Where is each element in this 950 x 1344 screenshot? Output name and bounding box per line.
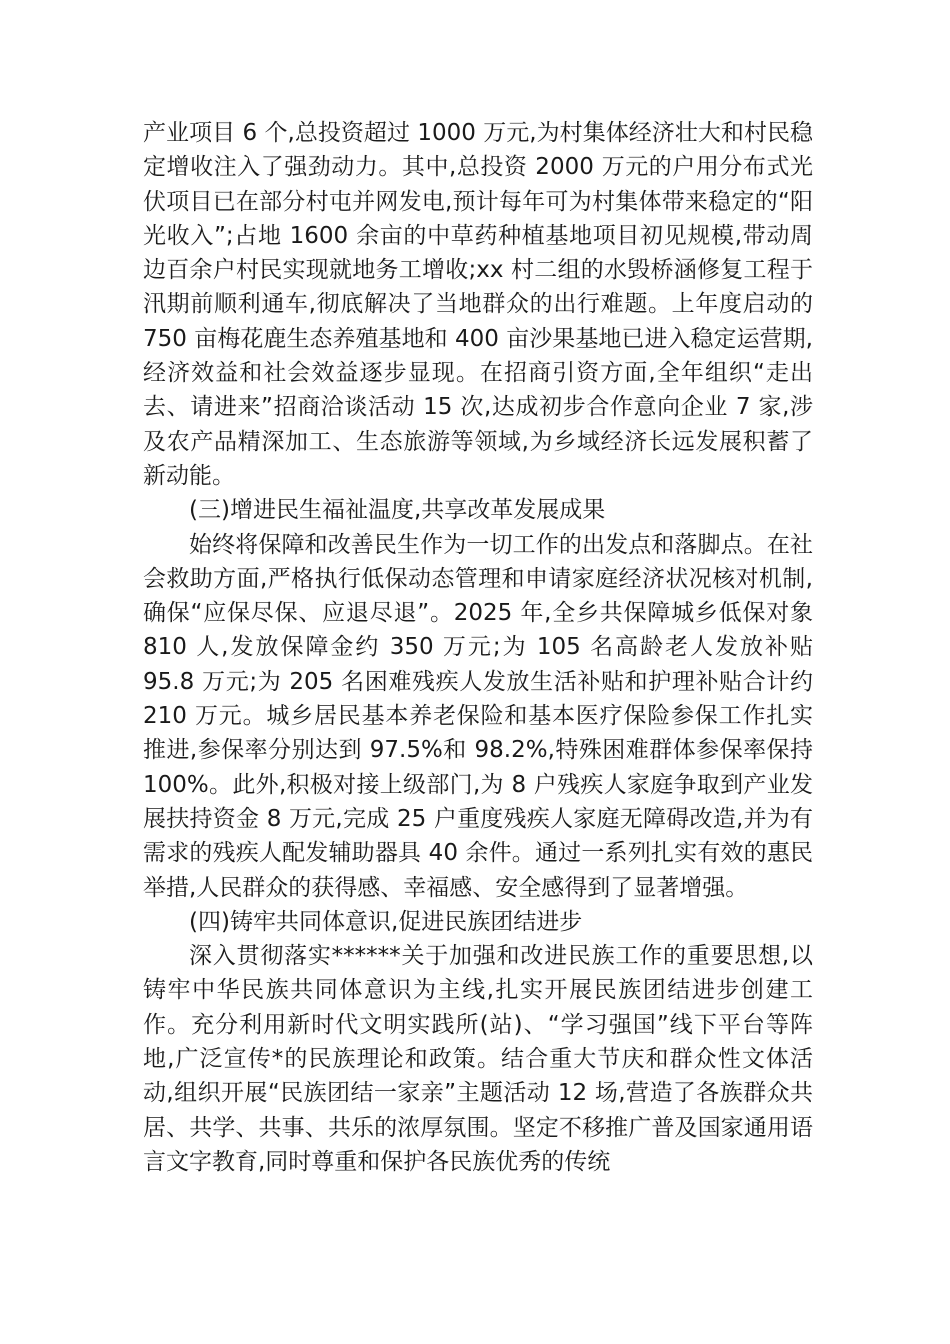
document-body [143,116,813,1179]
paragraph-economy-continued: 产业项目 6 个,总投资超过 1000 万元,为村集体经济壮大和村民稳定增收注入了强劲动力。其中,总投资 2000 万元的户用分布式光伏项目已在部分村屯并网发电,预计每年可为村集体带来稳定的“阳光收入”;占地 1600 余亩的中草药种植基地项目初见规模,带动周边百余户村民实现就地务工增收;xx 村二组的水毁桥涵修复工程于汛期前顺利通车,彻底解决了当地群众的出行难题。上年度启动的 750 亩梅花鹿生态养殖基地和 400 亩沙果基地已进入稳定运营期,经济效益和社会效益逐步显现。在招商引资方面,全年组织“走出去、请进来”招商洽谈活动 15 次,达成初步合作意向企业 7 家,涉及农产品精深加工、生态旅游等领域,为乡域经济长远发展积蓄了新动能。 [143,120,813,489]
section-heading-ethnic-unity: (四)铸牢共同体意识,促进民族团结进步 [189,908,583,935]
paragraph-ethnic-unity: 深入贯彻落实******关于加强和改进民族工作的重要思想,以铸牢中华民族共同体意识为主线,扎实开展民族团结进步创建工作。充分利用新时代文明实践所(站)、“学习强国”线下平台等阵地,广泛宣传*的民族理论和政策。结合重大节庆和群众性文体活动,组织开展“民族团结一家亲”主题活动 12 场,营造了各族群众共居、共学、共事、共乐的浓厚氛围。坚定不移推广普及国家通用语言文字教育,同时尊重和保护各民族优秀的传统 [143,943,813,1175]
paragraph-livelihood: 始终将保障和改善民生作为一切工作的出发点和落脚点。在社会救助方面,严格执行低保动态管理和申请家庭经济状况核对机制,确保“应保尽保、应退尽退”。2025 年,全乡共保障城乡低保对象 810 人,发放保障金约 350 万元;为 105 名高龄老人发放补贴 95.8 万元;为 205 名困难残疾人发放生活补贴和护理补贴合计约 210 万元。城乡居民基本养老保险和基本医疗保险参保工作扎实推进,参保率分别达到 97.5%和 98.2%,特殊困难群体参保率保持 100%。此外,积极对接上级部门,为 8 户残疾人家庭争取到产业发展扶持资金 8 万元,完成 25 户重度残疾人家庭无障碍改造,并为有需求的残疾人配发辅助器具 40 余件。通过一系列扎实有效的惠民举措,人民群众的获得感、幸福感、安全感得到了显著增强。 [143,531,813,901]
section-heading-livelihood: (三)增进民生福祉温度,共享改革发展成果 [189,497,606,524]
